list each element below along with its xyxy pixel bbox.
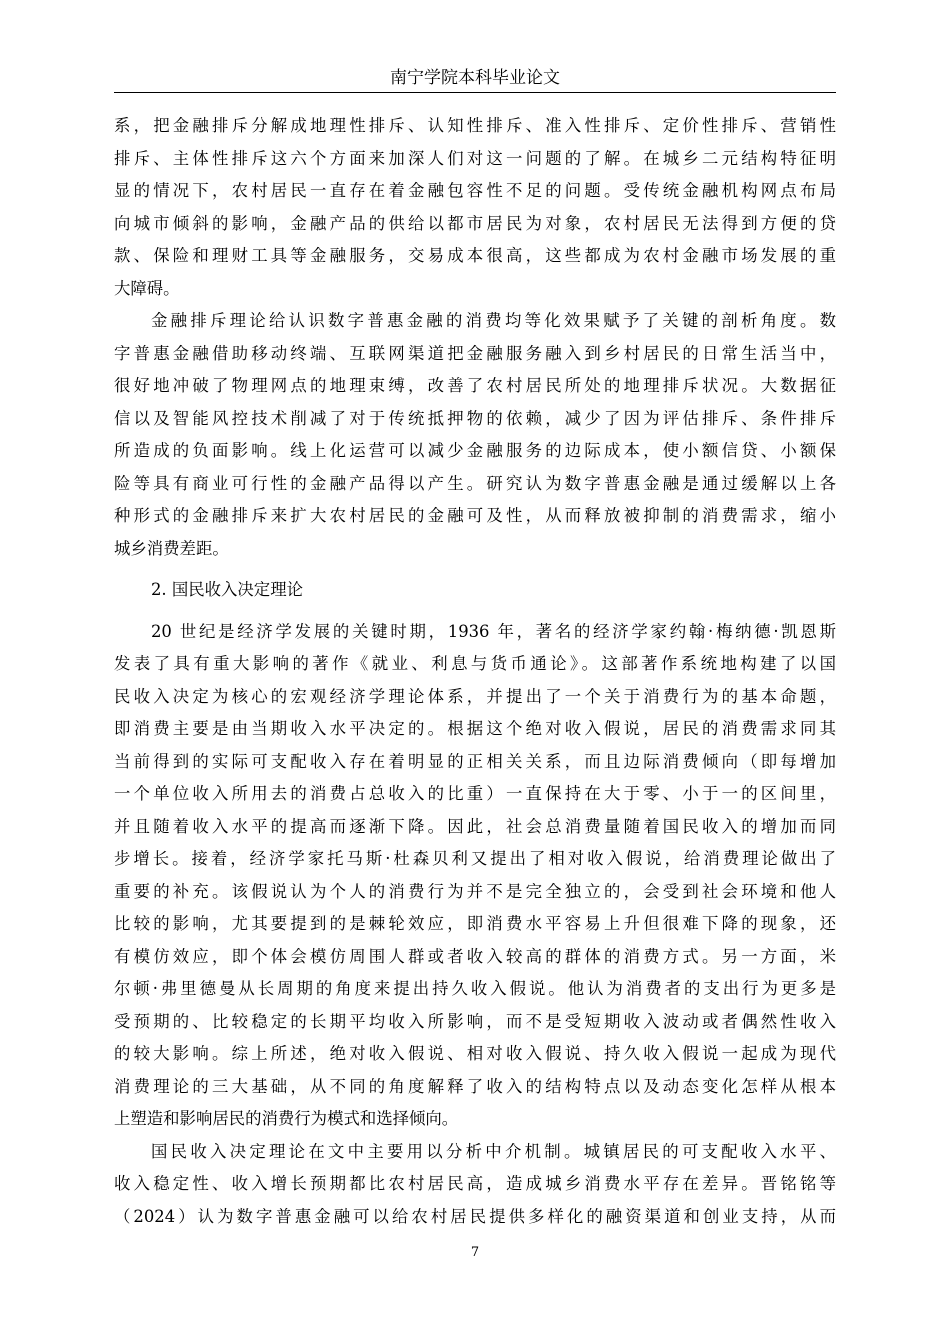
header-rule (114, 92, 836, 93)
text-line: 有模仿效应，即个体会模仿周围人群或者收入较高的群体的消费方式。另一方面，米 (114, 946, 836, 966)
section-heading (114, 565, 836, 616)
text-line: 很好地冲破了物理网点的地理束缚，改善了农村居民所处的地理排斥状况。大数据征 (114, 376, 836, 395)
text-line: 国民收入决定理论在文中主要用以分析中介机制。城镇居民的可支配收入水平、 (151, 1141, 836, 1161)
text-line: 2. 国民收入决定理论 (151, 580, 303, 599)
text-line: 的较大影响。综上所述，绝对收入假说、相对收入假说、持久收入假说一起成为现代 (114, 1044, 836, 1063)
text-line: 上塑造和影响居民的消费行为模式和选择倾向。 (114, 1109, 459, 1128)
text-line: 重要的补充。该假说认为个人的消费行为并不是完全独立的，会受到社会环境和他人 (114, 881, 836, 901)
paragraph (114, 1136, 836, 1234)
page-number: 7 (470, 1245, 480, 1260)
text-line: 当前得到的实际可支配收入存在着明显的正相关关系，而且边际消费倾向（即每增加 (114, 751, 836, 771)
text-line: 20 世纪是经济学发展的关键时期，1936 年，著名的经济学家约翰·梅纳德·凯恩斯 (151, 621, 836, 641)
text-line: 即消费主要是由当期收入水平决定的。根据这个绝对收入假说，居民的消费需求同其 (114, 719, 836, 738)
text-line: 民收入决定为核心的宏观经济学理论体系，并提出了一个关于消费行为的基本命题， (114, 686, 836, 706)
text-line: 大障碍。 (114, 278, 180, 298)
text-line: 并且随着收入水平的提高而逐渐下降。因此，社会总消费量随着国民收入的增加而同 (114, 816, 836, 836)
document-body (114, 110, 836, 1233)
text-line: 金融排斥理论给认识数字普惠金融的消费均等化效果赋予了关键的剖析角度。数 (151, 311, 836, 330)
text-line: 收入稳定性、收入增长预期都比农村居民高，造成城乡消费水平存在差异。晋铭铭等 (114, 1174, 836, 1193)
text-line: 步增长。接着，经济学家托马斯·杜森贝利又提出了相对收入假说，给消费理论做出了 (114, 849, 836, 868)
text-line: 排斥、主体性排斥这六个方面来加深人们对这一问题的了解。在城乡二元结构特征明 (114, 148, 836, 168)
text-line: 字普惠金融借助移动终端、互联网渠道把金融服务融入到乡村居民的日常生活当中， (114, 343, 836, 363)
text-line: 城乡消费差距。 (114, 538, 229, 558)
text-line: 发表了具有重大影响的著作《就业、利息与货币通论》。这部著作系统地构建了以国 (114, 654, 836, 673)
text-line: 系，把金融排斥分解成地理性排斥、认知性排斥、准入性排斥、定价性排斥、营销性 (114, 116, 836, 135)
text-line: 一个单位收入所用去的消费占总收入的比重）一直保持在大于零、小于一的区间里， (114, 784, 836, 803)
text-line: 比较的影响，尤其要提到的是棘轮效应，即消费水平容易上升但很难下降的现象，还 (114, 914, 836, 933)
text-line: 消费理论的三大基础，从不同的角度解释了收入的结构特点以及动态变化怎样从根本 (114, 1076, 836, 1096)
text-line: 向城市倾斜的影响，金融产品的供给以都市居民为对象，农村居民无法得到方便的贷 (114, 213, 836, 233)
text-line: （2024）认为数字普惠金融可以给农村居民提供多样化的融资渠道和创业支持，从而 (114, 1206, 836, 1226)
paragraph (114, 110, 836, 305)
text-line: 显的情况下，农村居民一直存在着金融包容性不足的问题。受传统金融机构网点布局 (114, 181, 836, 200)
text-line: 险等具有商业可行性的金融产品得以产生。研究认为数字普惠金融是通过缓解以上各 (114, 473, 836, 493)
paragraph (114, 305, 836, 565)
text-line: 种形式的金融排斥来扩大农村居民的金融可及性，从而释放被抑制的消费需求，缩小 (114, 506, 836, 525)
text-line: 信以及智能风控技术削减了对于传统抵押物的依赖，减少了因为评估排斥、条件排斥 (114, 408, 836, 428)
running-header: 南宁学院本科毕业论文 (390, 68, 560, 88)
text-line: 受预期的、比较稳定的长期平均收入所影响，而不是受短期收入波动或者偶然性收入 (114, 1011, 836, 1031)
text-line: 尔顿·弗里德曼从长周期的角度来提出持久收入假说。他认为消费者的支出行为更多是 (114, 979, 836, 998)
text-line: 款、保险和理财工具等金融服务，交易成本很高，这些都成为农村金融市场发展的重 (114, 246, 836, 265)
text-line: 所造成的负面影响。线上化运营可以减少金融服务的边际成本，使小额信贷、小额保 (114, 441, 836, 460)
paragraph (114, 616, 836, 1136)
